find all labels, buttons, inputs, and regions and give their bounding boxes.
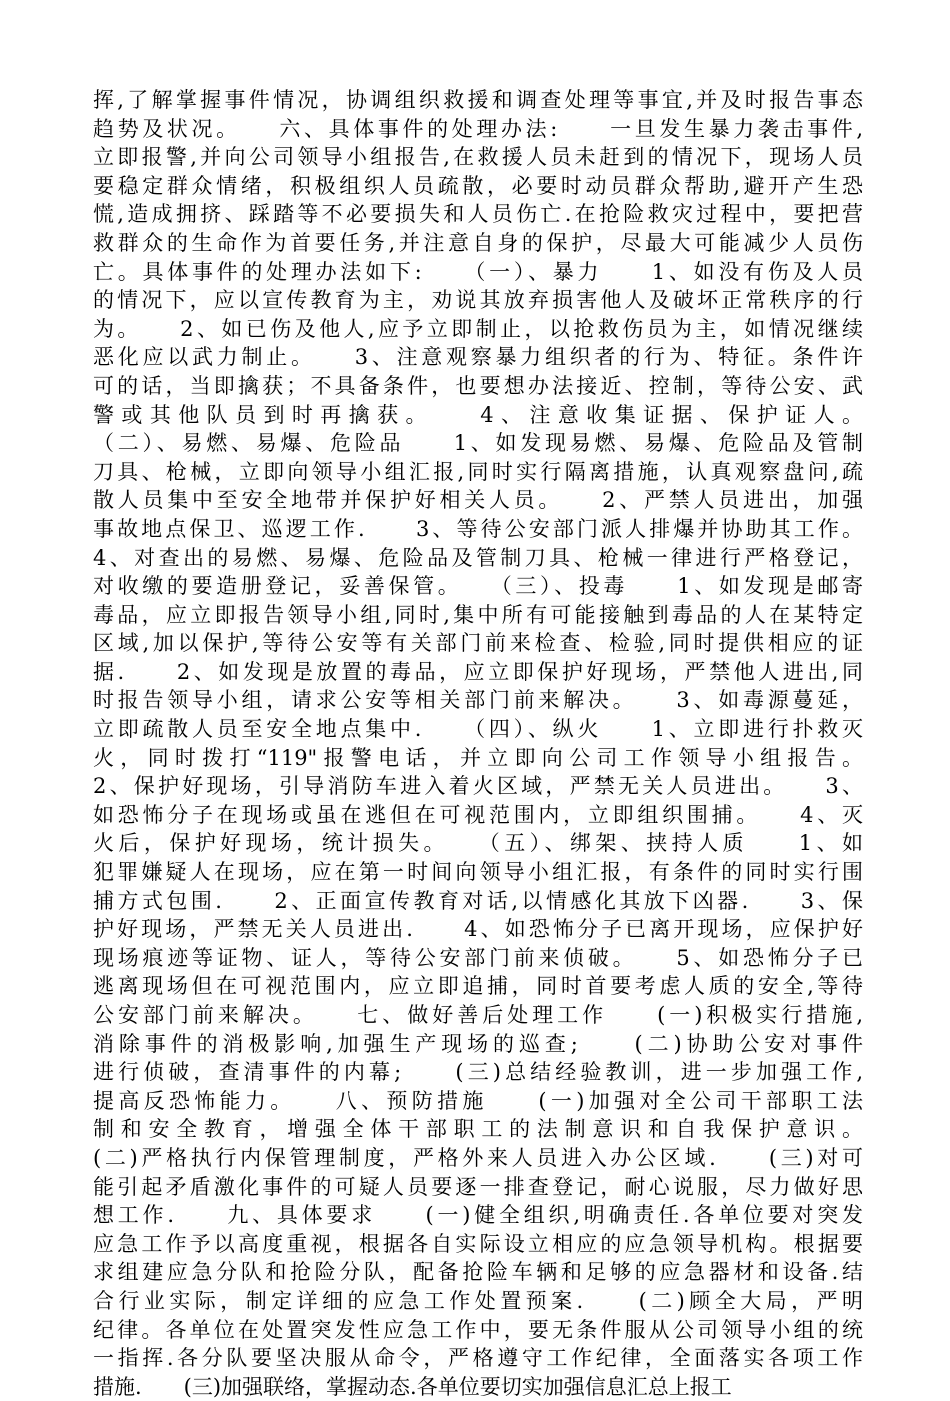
text-line: 挥,了解掌握事件情况，协调组织救援和调查处理等事宜,并及时报告事态 xyxy=(93,88,863,112)
text-line: 现场痕迹等证物、证人，等待公安部门前来侦破。 5、如恐怖分子已 xyxy=(93,945,863,970)
text-line: 公安部门前来解决。 七、做好善后处理工作 (一)积极实行措施, xyxy=(93,1003,863,1027)
text-line: 立即报警,并向公司领导小组报告,在救援人员未赶到的情况下，现场人员 xyxy=(93,145,863,170)
text-line: 刀具、枪械，立即向领导小组汇报,同时实行隔离措施，认真观察盘问,疏 xyxy=(93,459,863,484)
text-line: 捕方式包围. 2、正面宣传教育对话,以情感化其放下凶器. 3、保 xyxy=(93,888,863,913)
text-line: 的情况下，应以宣传教育为主，劝说其放弃损害他人及破坏正常秩序的行 xyxy=(93,288,863,313)
text-line: 恶化应以武力制止。 3、注意观察暴力组织者的行为、特征。条件许 xyxy=(93,345,863,370)
text-line: 消除事件的消极影响,加强生产现场的巡查; (二)协助公安对事件 xyxy=(93,1031,863,1056)
text-line: 如恐怖分子在现场或虽在逃但在可视范围内，立即组织围捕。 4、灭 xyxy=(93,802,863,827)
text-line: 4、对查出的易燃、易爆、危险品及管制刀具、枪械一律进行严格登记， xyxy=(93,545,863,570)
text-line: 区域,加以保护,等待公安等有关部门前来检查、检验,同时提供相应的证 xyxy=(93,631,863,656)
text-line: 提高反恐怖能力。 八、预防措施 (一)加强对全公司干部职工法 xyxy=(93,1088,863,1113)
text-line: 救群众的生命作为首要任务,并注意自身的保护，尽最大可能减少人员伤 xyxy=(93,230,863,255)
text-line: 求组建应急分队和抢险分队，配备抢险车辆和足够的应急器材和设备.结 xyxy=(93,1260,863,1285)
text-line: 毒品，应立即报告领导小组,同时,集中所有可能接触到毒品的人在某特定 xyxy=(93,602,863,627)
text-line: 为。 2、如已伤及他人,应予立即制止，以抢救伤员为主，如情况继续 xyxy=(93,316,863,341)
text-line: 据. 2、如发现是放置的毒品，应立即保护好现场，严禁他人进出,同 xyxy=(93,659,863,684)
text-line: 慌,造成拥挤、踩踏等不必要损失和人员伤亡.在抢险救灾过程中，要把营 xyxy=(93,202,863,227)
text-line: 纪律。各单位在处置突发性应急工作中，要无条件服从公司领导小组的统 xyxy=(93,1317,863,1342)
text-line: 对收缴的要造册登记，妥善保管。 （三）、投毒 1、如发现是邮寄 xyxy=(93,574,863,599)
text-line: 时报告领导小组，请求公安等相关部门前来解决。 3、如毒源蔓延， xyxy=(93,688,863,713)
text-line: 事故地点保卫、巡逻工作. 3、等待公安部门派人排爆并协助其工作。 xyxy=(93,516,863,541)
text-line: 犯罪嫌疑人在现场，应在第一时间向领导小组汇报，有条件的同时实行围 xyxy=(93,860,863,885)
text-line: (二)严格执行内保管理制度，严格外来人员进入办公区域. (三)对可 xyxy=(93,1145,863,1170)
text-line: （二）、易燃、易爆、危险品 1、如发现易燃、易爆、危险品及管制 xyxy=(93,431,863,456)
text-line: 合行业实际，制定详细的应急工作处置预案. (二)顾全大局，严明 xyxy=(93,1288,863,1313)
text-line: 可的话，当即擒获；不具备条件，也要想办法接近、控制，等待公安、武 xyxy=(93,373,863,398)
text-line: 警或其他队员到时再擒获。 4、注意收集证据、保护证人。 xyxy=(93,402,863,427)
text-line: 措施. (三)加强联络，掌握动态.各单位要切实加强信息汇总上报工 xyxy=(93,1374,732,1399)
text-line: 制和安全教育，增强全体干部职工的法制意识和自我保护意识。 xyxy=(93,1117,863,1142)
text-line: 应急工作予以高度重视，根据各自实际设立相应的应急领导机构。根据要 xyxy=(93,1231,863,1256)
text-line: 一指挥.各分队要坚决服从命令，严格遵守工作纪律，全面落实各项工作 xyxy=(93,1346,863,1371)
text-line: 进行侦破，查清事件的内幕; (三)总结经验教训，进一步加强工作, xyxy=(93,1060,863,1085)
text-line: 散人员集中至安全地带并保护好相关人员。 2、严禁人员进出，加强 xyxy=(93,488,863,513)
text-line: 趋势及状况。 六、具体事件的处理办法: 一旦发生暴力袭击事件, xyxy=(93,116,863,141)
text-line: 能引起矛盾激化事件的可疑人员要逐一排查登记，耐心说服，尽力做好思 xyxy=(93,1174,863,1199)
text-line: 亡。具体事件的处理办法如下: （一）、暴力 1、如没有伤及人员 xyxy=(93,259,863,284)
text-line: 要稳定群众情绪，积极组织人员疏散，必要时动员群众帮助,避开产生恐 xyxy=(93,173,863,198)
text-line: 护好现场，严禁无关人员进出. 4、如恐怖分子已离开现场，应保护好 xyxy=(93,917,863,942)
text-line: 火，同时拨打“119"报警电话，并立即向公司工作领导小组报告。 xyxy=(93,745,863,770)
text-line: 2、保护好现场，引导消防车进入着火区域，严禁无关人员进出。 3、 xyxy=(93,774,863,799)
text-line: 逃离现场但在可视范围内，应立即追捕，同时首要考虑人质的安全,等待 xyxy=(93,974,863,999)
text-line: 立即疏散人员至安全地点集中. （四）、纵火 1、立即进行扑救灭 xyxy=(93,717,863,742)
text-line: 想工作. 九、具体要求 (一)健全组织,明确责任.各单位要对突发 xyxy=(93,1203,863,1228)
text-line: 火后，保护好现场，统计损失。 （五）、绑架、挟持人质 1、如 xyxy=(93,831,863,856)
document-body xyxy=(93,86,863,1401)
